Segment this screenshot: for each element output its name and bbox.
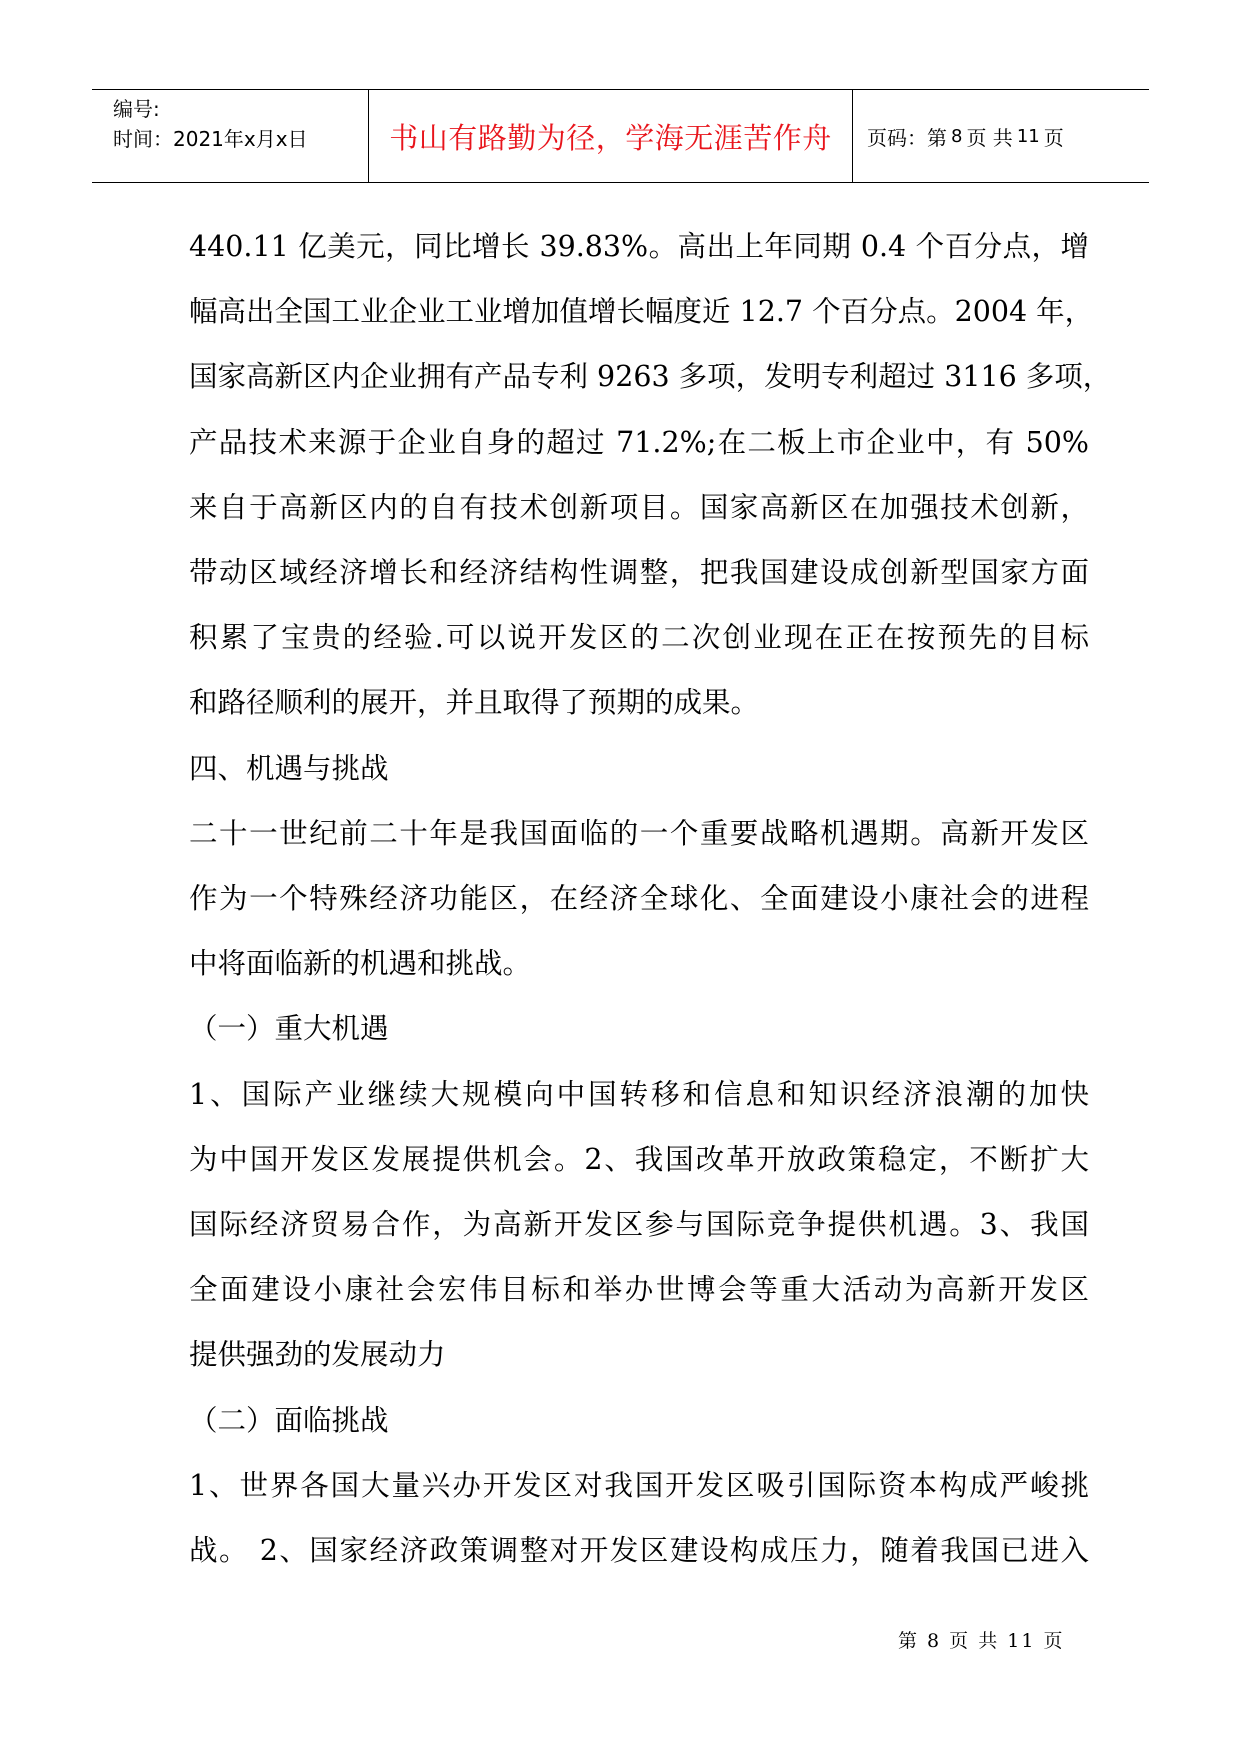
text-line: 产品技术来源于企业自身的超过 71.2%;在二板上市企业中，有 50% — [189, 425, 1089, 459]
header-motto-cell — [369, 90, 853, 182]
text-line: 中将面临新的机遇和挑战。 — [189, 947, 532, 981]
page-prefix: 页码：第 — [867, 125, 947, 150]
header-page-info — [853, 90, 1149, 182]
page-total: 11 — [1016, 125, 1040, 147]
date-label: 时间：2021年x月x日 — [113, 127, 308, 151]
text-line: 440.11 亿美元，同比增长 39.83%。高出上年同期 0.4 个百分点，增 — [189, 230, 1089, 263]
page-number: 8 — [951, 125, 963, 147]
page-footer: 第 8 页 共 11 页 — [898, 1630, 1065, 1652]
text-line: （一）重大机遇 — [189, 1012, 389, 1046]
text-line: 1、国际产业继续大规模向中国转移和信息和知识经济浪潮的加快 — [189, 1077, 1089, 1111]
document-body — [189, 214, 1112, 1583]
header-meta — [92, 90, 369, 182]
text-line: 为中国开发区发展提供机会。2、我国改革开放政策稳定，不断扩大 — [189, 1142, 1089, 1176]
text-line: 国际经济贸易合作，为高新开发区参与国际竞争提供机遇。3、我国 — [189, 1208, 1089, 1242]
text-line: 国家高新区内企业拥有产品专利 9263 多项，发明专利超过 3116 多项， — [189, 360, 1112, 394]
text-line: 二十一世纪前二十年是我国面临的一个重要战略机遇期。高新开发区 — [189, 816, 1089, 850]
text-line: 积累了宝贵的经验.可以说开发区的二次创业现在正在按预先的目标 — [189, 621, 1089, 655]
text-line: 四、机遇与挑战 — [189, 751, 389, 785]
text-line: 和路径顺利的展开，并且取得了预期的成果。 — [189, 686, 760, 720]
serial-number-label: 编号: — [113, 97, 160, 121]
text-line: 带动区域经济增长和经济结构性调整，把我国建设成创新型国家方面 — [189, 556, 1089, 590]
text-line: （二）面临挑战 — [189, 1403, 389, 1437]
text-line: 全面建设小康社会宏伟目标和举办世博会等重大活动为高新开发区 — [189, 1273, 1089, 1307]
text-line: 提供强劲的发展动力 — [189, 1338, 446, 1372]
text-line: 1、世界各国大量兴办开发区对我国开发区吸引国际资本构成严峻挑 — [189, 1468, 1089, 1502]
page-mid: 页 共 — [966, 125, 1013, 150]
text-line: 幅高出全国工业企业工业增加值增长幅度近 12.7 个百分点。2004 年， — [189, 295, 1094, 329]
text-line: 战。 2、国家经济政策调整对开发区建设构成压力，随着我国已进入 — [189, 1534, 1089, 1568]
page-header — [92, 89, 1149, 183]
text-line: 作为一个特殊经济功能区，在经济全球化、全面建设小康社会的进程 — [189, 882, 1089, 916]
page-suffix: 页 — [1043, 125, 1064, 150]
header-motto: 书山有路勤为径，学海无涯苦作舟 — [389, 120, 832, 155]
text-line: 来自于高新区内的自有技术创新项目。国家高新区在加强技术创新， — [189, 490, 1089, 524]
